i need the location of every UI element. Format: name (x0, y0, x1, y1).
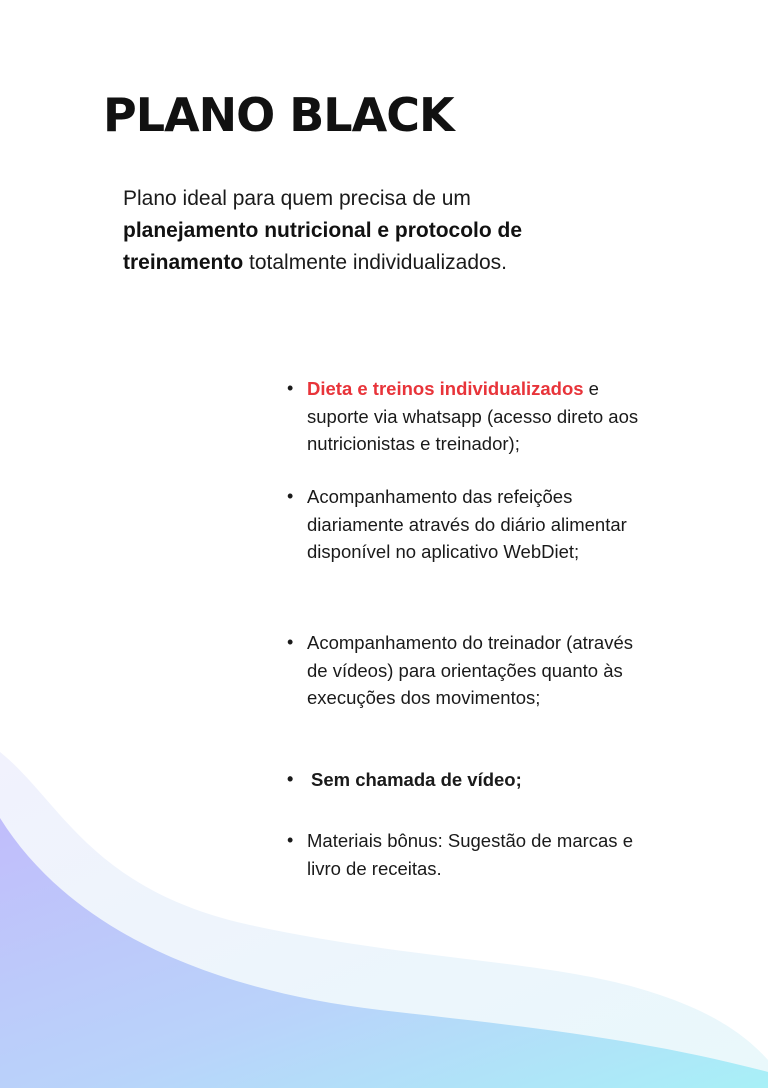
feature-text: Sem chamada de vídeo; (311, 769, 522, 790)
page-title: PLANO BLACK (103, 88, 454, 142)
feature-item (287, 827, 647, 882)
bullet-icon: • (287, 486, 294, 506)
intro-paragraph (123, 183, 553, 279)
intro-tail: totalmente individualizados. (243, 251, 508, 274)
intro-highlight: planejamento nutricional e protocolo de treinamento (123, 219, 523, 274)
bullet-icon: • (287, 632, 294, 652)
feature-item (287, 766, 647, 794)
bullet-icon: • (287, 830, 294, 850)
intro-lead: Plano ideal para quem precisa de um (123, 187, 471, 210)
bullet-icon: • (287, 769, 294, 789)
feature-item (287, 629, 647, 712)
feature-text: Materiais bônus: Sugestão de marcas e livro de receitas. (307, 830, 633, 879)
feature-accent: Dieta e treinos individualizados (307, 378, 584, 399)
feature-item (287, 375, 647, 458)
feature-text: e suporte via whatsapp (acesso direto aos nutricionistas e treinador); (307, 378, 639, 454)
feature-text: Acompanhamento do treinador (através de vídeos) para orientações quanto às execuções dos movimentos; (307, 632, 633, 708)
feature-item (287, 483, 647, 566)
feature-text: Acompanhamento das refeições diariamente através do diário alimentar disponível no aplicativo WebDiet; (307, 486, 627, 562)
bullet-icon: • (287, 378, 294, 398)
